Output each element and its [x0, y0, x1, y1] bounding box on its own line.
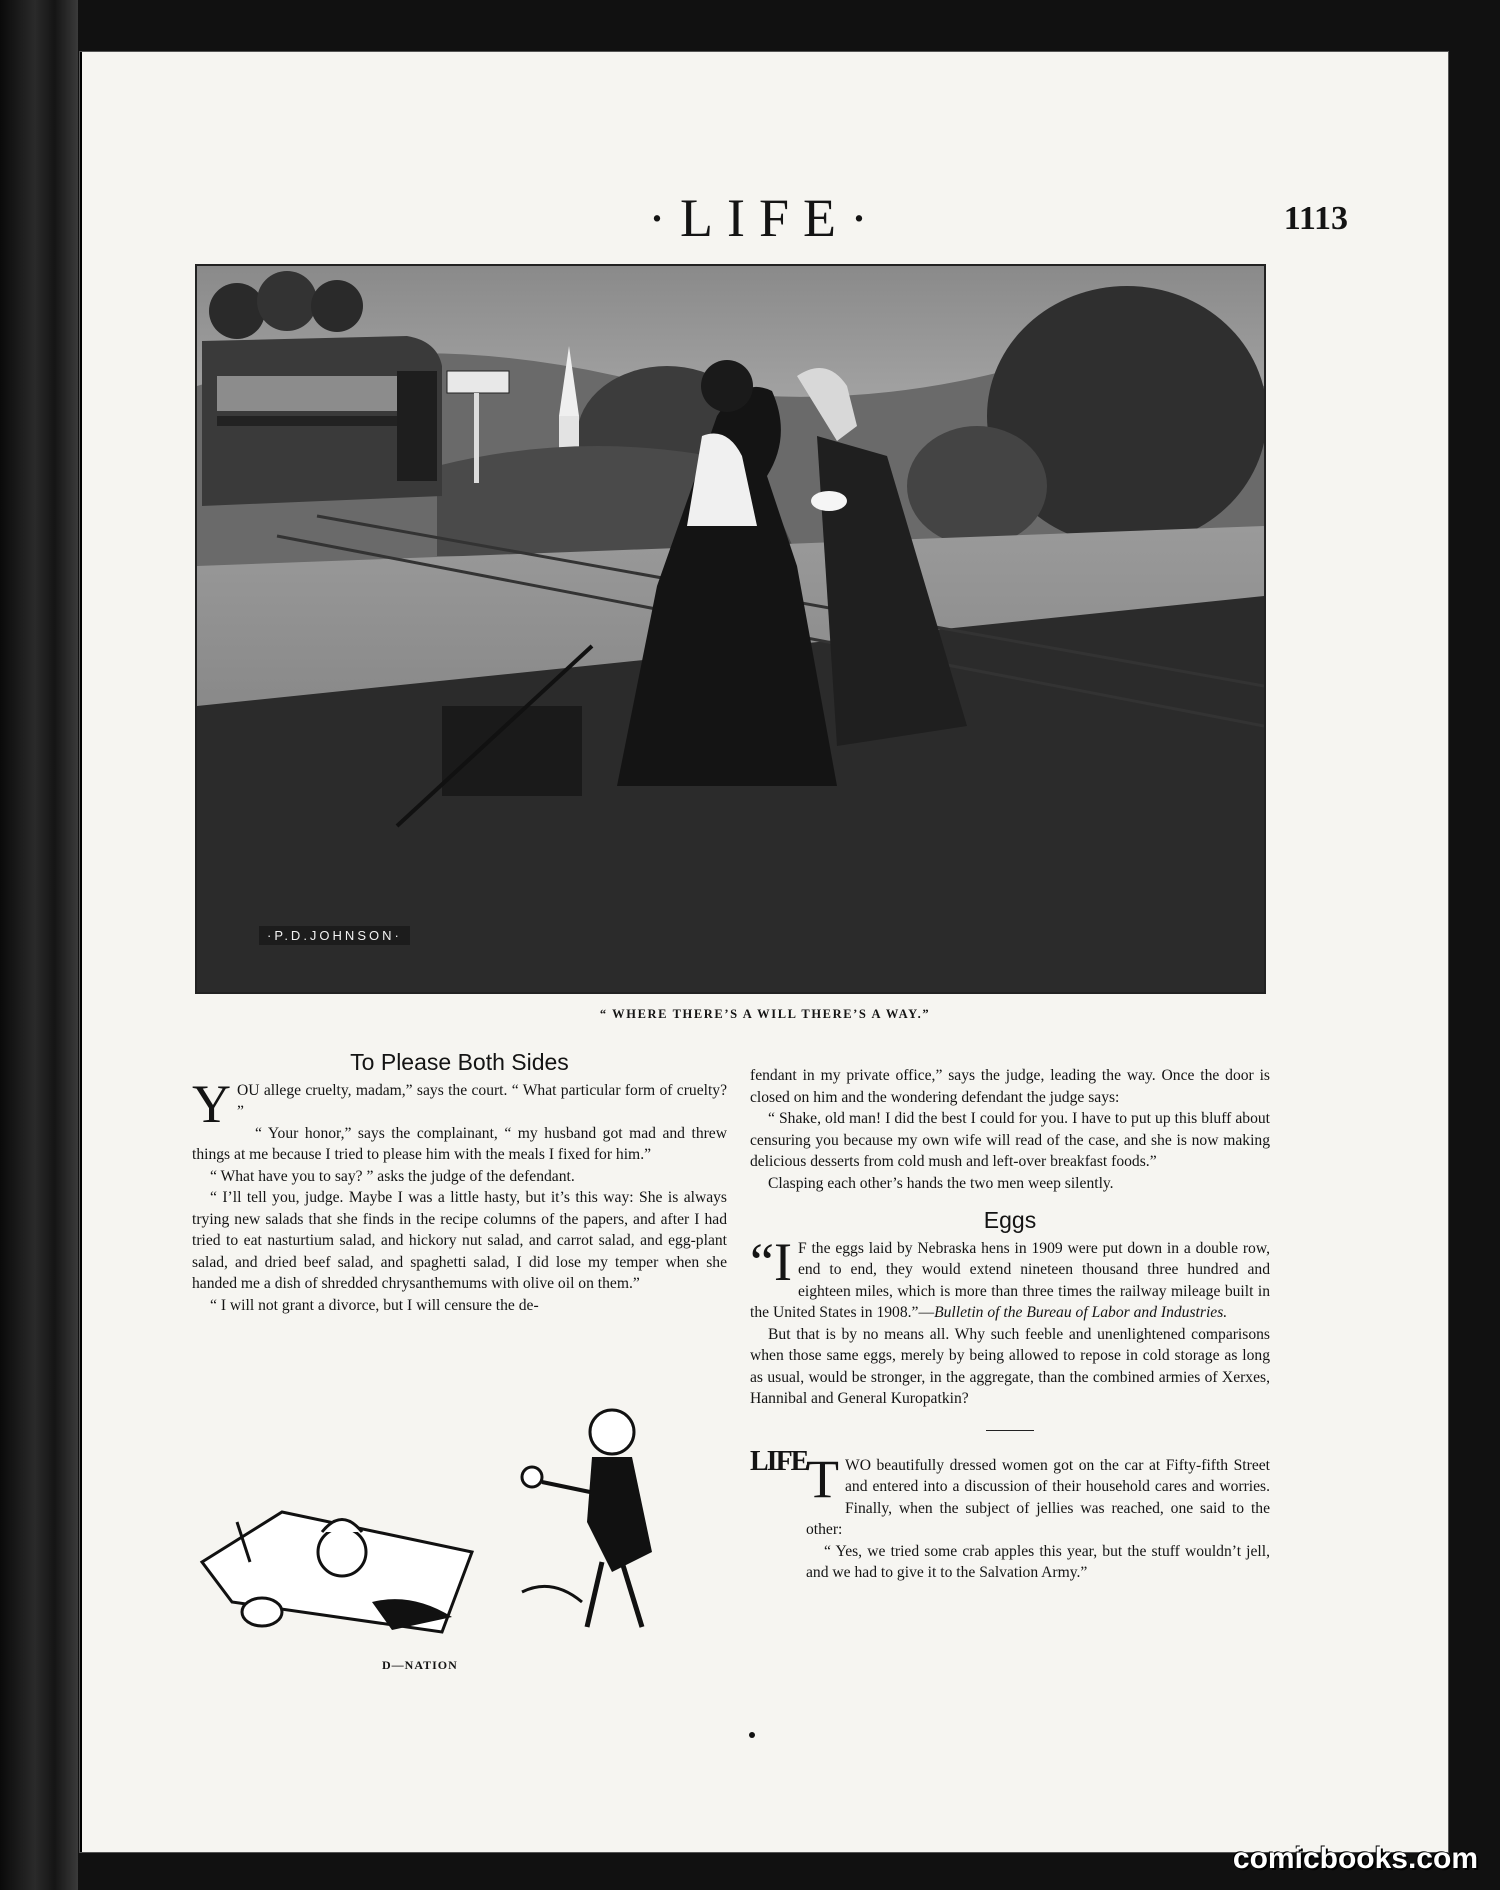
article-title: Eggs [983, 1207, 1037, 1233]
article-paragraph: “ Yes, we tried some crab apples this year, but the stuff wouldn’t jell, and we had to give it to the Salvation Army.” [806, 1542, 1270, 1581]
masthead: ·LIFE· [648, 188, 882, 248]
life-logo-mark: LIFE [750, 1445, 808, 1477]
article-paragraph: fendant in my private office,” says the judge, leading the way. Once the door is closed on him and the wondering defendant the judge says: [750, 1067, 1270, 1106]
article-title: To Please Both Sides [350, 1049, 569, 1075]
cartoon-drawing [192, 1402, 712, 1642]
section-divider [986, 1430, 1034, 1431]
page-number: 1113 [1283, 200, 1348, 237]
illustration-caption: “ WHERE THERE’S A WILL THERE’S A WAY.” [599, 1007, 931, 1021]
article-paragraph: “I F the eggs laid by Nebraska hens in 1909 were put down in a double row, end to end, they would extend nineteen thousand three hundred and eighteen miles, which is more than three times the railway mileage built in the United States in 1908.”—Bulletin of the Bureau of Labor and Industries. [750, 1231, 1270, 1321]
quote-source: Bulletin of the Bureau of Labor and Industries. [934, 1304, 1228, 1321]
jelly-anecdote [750, 1445, 1270, 1584]
artist-signature: ·P.D.JOHNSON· [259, 926, 410, 945]
article-paragraph: “ Your honor,” says the complainant, “ my husband got mad and threw things at me because I tried to please him with the meals I fixed for him.” [192, 1124, 727, 1163]
article-paragraph: TWO beautifully dressed women got on the car at Fifty-fifth Street and entered into a discussion of their household cares and worries. Finally, when the subject of jellies was reached, one said to the other: [806, 1448, 1270, 1538]
article-paragraph: “ Shake, old man! I did the best I could for you. I have to put up this bluff about censuring you because my own wife will read of the case, and she is now making delicious desserts from cold mush and left-over breakfast foods.” [750, 1110, 1270, 1170]
book-binding [0, 0, 78, 1890]
article-paragraph: Clasping each other’s hands the two men weep silently. [768, 1174, 1114, 1192]
drop-cap: “I [750, 1231, 792, 1292]
article-paragraph: “ What have you to say? ” asks the judge of the defendant. [210, 1167, 575, 1185]
magazine-page [80, 52, 1448, 1852]
drop-cap: Y [192, 1073, 231, 1134]
drop-cap: T [806, 1448, 839, 1509]
article-paragraph: But that is by no means all. Why such feeble and unenlightened comparisons when those same eggs, merely by being allowed to repose in cold storage as long as usual, would be stronger, in the aggregate, than the combined armies of Xerxes, Hannibal and General Kuropatkin? [750, 1325, 1270, 1407]
left-column [192, 1049, 727, 1316]
right-column [750, 1065, 1270, 1584]
cartoon-illustration [192, 1402, 712, 1642]
page-ornament-dot [749, 1732, 755, 1738]
site-watermark: comicbooks.com [1232, 1842, 1478, 1875]
main-illustration [195, 264, 1266, 994]
train-station-scene [197, 266, 1264, 992]
cartoon-credit: D—NATION [382, 1658, 458, 1672]
article-paragraph: “ I’ll tell you, judge. Maybe I was a little hasty, but it’s this way: She is always trying new salads that she finds in the recipe columns of the papers, and after I had tried to eat nasturtium salad, and hickory nut salad, and carrot salad, and egg-plant salad, and dried beef salad, and spaghetti salad, I did lose my temper when she handed me a dish of shredded chrysanthemums with olive oil on them.” [192, 1189, 727, 1292]
article-paragraph: YOU allege cruelty, madam,” says the court. “ What particular form of cruelty? ” [192, 1073, 727, 1134]
article-paragraph: “ I will not grant a divorce, but I will censure the de- [210, 1296, 539, 1314]
